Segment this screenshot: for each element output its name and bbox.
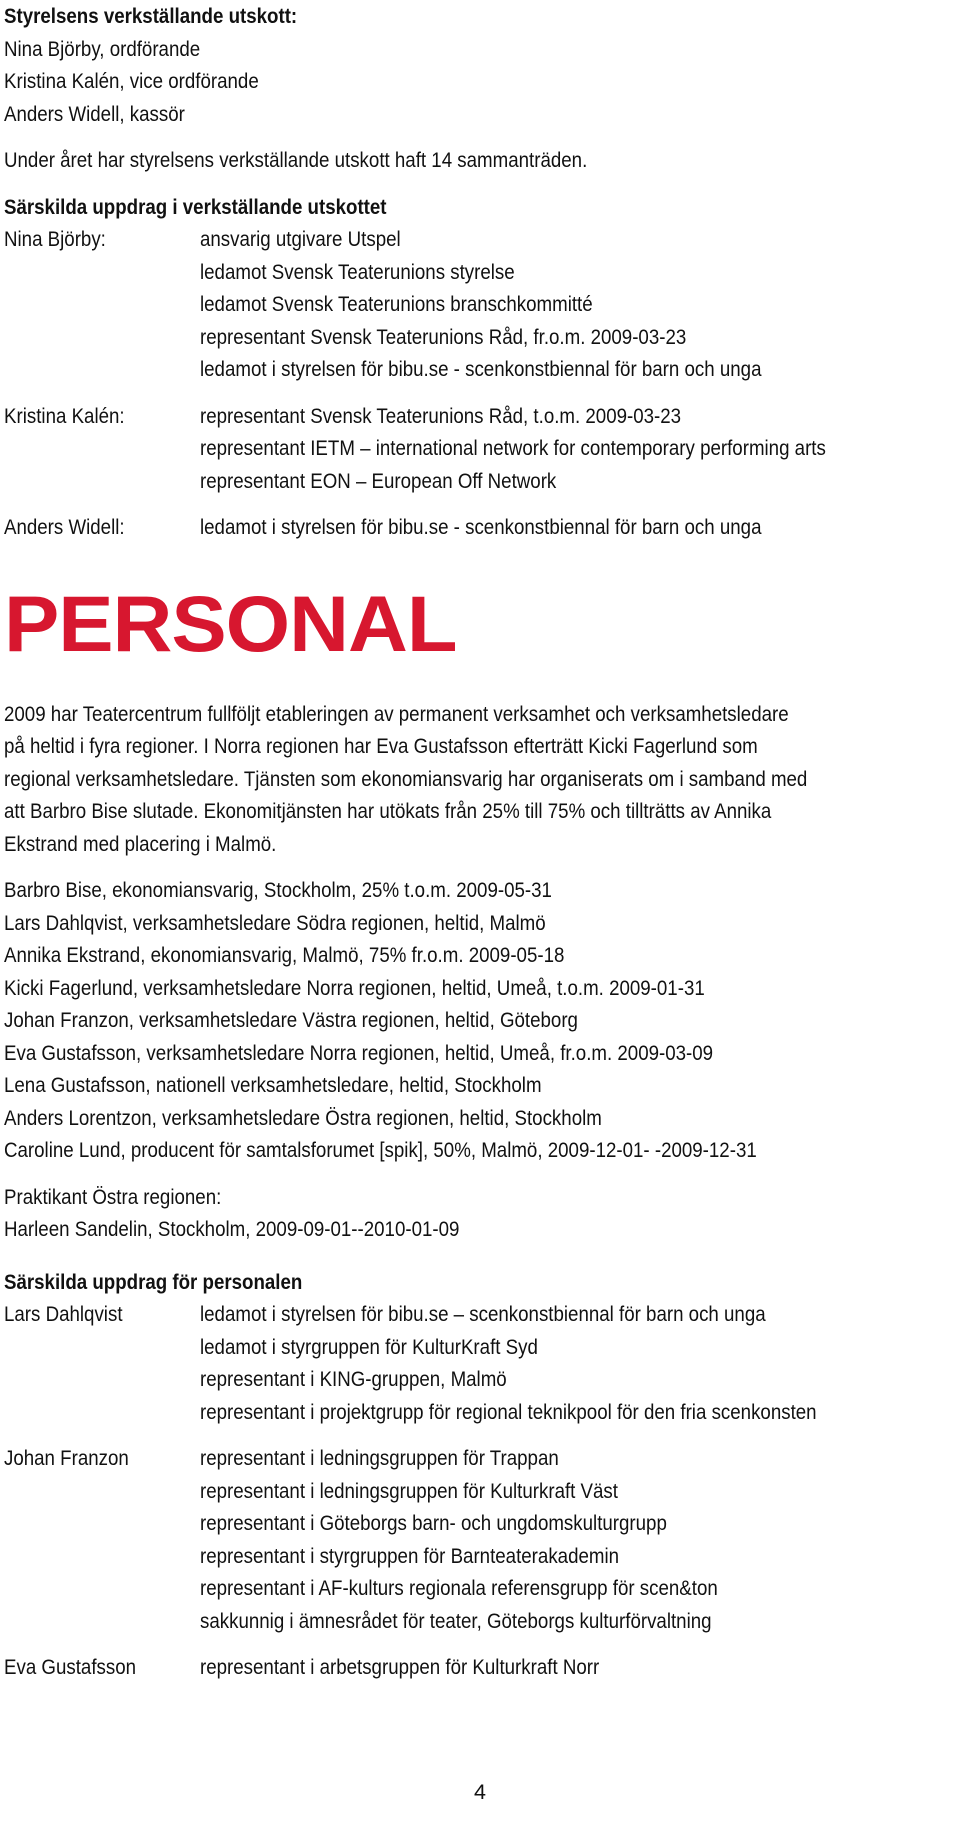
assignment-item: representant i styrgruppen för Barnteaterakademin (200, 1543, 620, 1568)
assignment-person: Johan Franzon (4, 1446, 129, 1470)
intro-line: 2009 har Teatercentrum fullföljt etableringen av permanent verksamhet och verksamhetsledare (4, 701, 789, 726)
exec-member: Nina Björby, ordförande (4, 36, 201, 61)
special-assignments-heading: Särskilda uppdrag i verkställande utskottet (4, 194, 387, 219)
staff-entry: Eva Gustafsson, verksamhetsledare Norra regionen, heltid, Umeå, fr.o.m. 2009-03-09 (4, 1040, 714, 1065)
staff-entry: Barbro Bise, ekonomiansvarig, Stockholm, 25% t.o.m. 2009-05-31 (4, 878, 552, 902)
staff-entry: Lena Gustafsson, nationell verksamhetsledare, heltid, Stockholm (4, 1073, 542, 1097)
intro-line: regional verksamhetsledare. Tjänsten som ekonomiansvarig har organiserats om i samband med (4, 766, 808, 791)
staff-entry: Anders Lorentzon, verksamhetsledare Östra regionen, heltid, Stockholm (4, 1105, 602, 1130)
document-page (4, 0, 956, 1684)
assignment-person: Kristina Kalén: (4, 403, 125, 428)
staff-assignments-section (4, 1266, 956, 1684)
staff-entry: Caroline Lund, producent för samtalsforumet [spik], 50%, Malmö, 2009-12-01- -2009-12-31 (4, 1138, 757, 1162)
intern-entry: Harleen Sandelin, Stockholm, 2009-09-01--2010-01-09 (4, 1217, 460, 1241)
assignment-item: representant i arbetsgruppen för Kulturkraft Norr (200, 1655, 600, 1679)
assignment-group (4, 1442, 956, 1637)
exec-member: Kristina Kalén, vice ordförande (4, 69, 259, 93)
staff-entry: Kicki Fagerlund, verksamhetsledare Norra regionen, heltid, Umeå, t.o.m. 2009-01-31 (4, 975, 705, 1000)
assignment-person: Eva Gustafsson (4, 1655, 137, 1679)
assignment-item: sakkunnig i ämnesrådet för teater, Göteborgs kulturförvaltning (200, 1608, 712, 1633)
assignment-group (4, 1651, 956, 1684)
assignment-item: representant i projektgrupp för regional teknikpool för den fria scenkonsten (200, 1399, 817, 1424)
assignment-group (4, 511, 956, 544)
assignment-item: ansvarig utgivare Utspel (200, 227, 401, 251)
intro-line: att Barbro Bise slutade. Ekonomitjänsten har utökats från 25% till 75% och tillträtts av Annika (4, 799, 772, 823)
assignment-item: representant i KING-gruppen, Malmö (200, 1367, 507, 1391)
assignment-item: ledamot i styrelsen för bibu.se - scenkonstbiennal för barn och unga (200, 357, 762, 381)
assignment-person: Nina Björby: (4, 227, 106, 251)
assignment-item: representant i Göteborgs barn- och ungdomskulturgrupp (200, 1511, 667, 1535)
exec-member: Anders Widell, kassör (4, 101, 185, 126)
assignment-item: representant i AF-kulturs regionala referensgrupp för scen&ton (200, 1576, 718, 1600)
personal-heading: PERSONAL (4, 578, 457, 668)
assignment-item: representant IETM – international network for contemporary performing arts (200, 436, 826, 460)
staff-entry: Annika Ekstrand, ekonomiansvarig, Malmö, 75% fr.o.m. 2009-05-18 (4, 943, 565, 967)
assignment-item: ledamot Svensk Teaterunions styrelse (200, 259, 515, 284)
assignment-person: Anders Widell: (4, 515, 125, 539)
personal-section (4, 698, 956, 1246)
intro-line: Ekstrand med placering i Malmö. (4, 831, 277, 856)
intro-line: på heltid i fyra regioner. I Norra regionen har Eva Gustafsson efterträtt Kicki Fagerlund som (4, 734, 758, 758)
staff-entry: Lars Dahlqvist, verksamhetsledare Södra regionen, heltid, Malmö (4, 910, 546, 935)
intern-heading: Praktikant Östra regionen: (4, 1184, 222, 1209)
page-number: 4 (474, 1780, 486, 1804)
assignment-item: representant Svensk Teaterunions Råd, fr.o.m. 2009-03-23 (200, 324, 687, 349)
exec-committee-section (4, 0, 956, 177)
assignment-item: representant EON – European Off Network (200, 468, 557, 493)
assignment-group (4, 223, 956, 386)
assignment-item: representant i ledningsgruppen för Kulturkraft Väst (200, 1478, 618, 1503)
assignment-item: representant i ledningsgruppen för Trappan (200, 1446, 559, 1470)
staff-entry: Johan Franzon, verksamhetsledare Västra regionen, heltid, Göteborg (4, 1008, 578, 1032)
assignment-item: ledamot Svensk Teaterunions branschkommitté (200, 292, 593, 316)
exec-committee-heading: Styrelsens verkställande utskott: (4, 4, 298, 28)
assignment-item: ledamot i styrgruppen för KulturKraft Syd (200, 1334, 538, 1359)
meetings-note: Under året har styrelsens verkställande utskott haft 14 sammanträden. (4, 148, 588, 172)
assignment-item: ledamot i styrelsen för bibu.se - scenkonstbiennal för barn och unga (200, 515, 762, 539)
assignment-item: ledamot i styrelsen för bibu.se – scenkonstbiennal för barn och unga (200, 1302, 766, 1326)
assignment-group (4, 400, 956, 498)
staff-assignments-heading: Särskilda uppdrag för personalen (4, 1269, 303, 1294)
special-assignments-section (4, 191, 956, 544)
assignment-person: Lars Dahlqvist (4, 1302, 123, 1326)
assignment-item: representant Svensk Teaterunions Råd, t.o.m. 2009-03-23 (200, 403, 682, 428)
assignment-group (4, 1298, 956, 1428)
